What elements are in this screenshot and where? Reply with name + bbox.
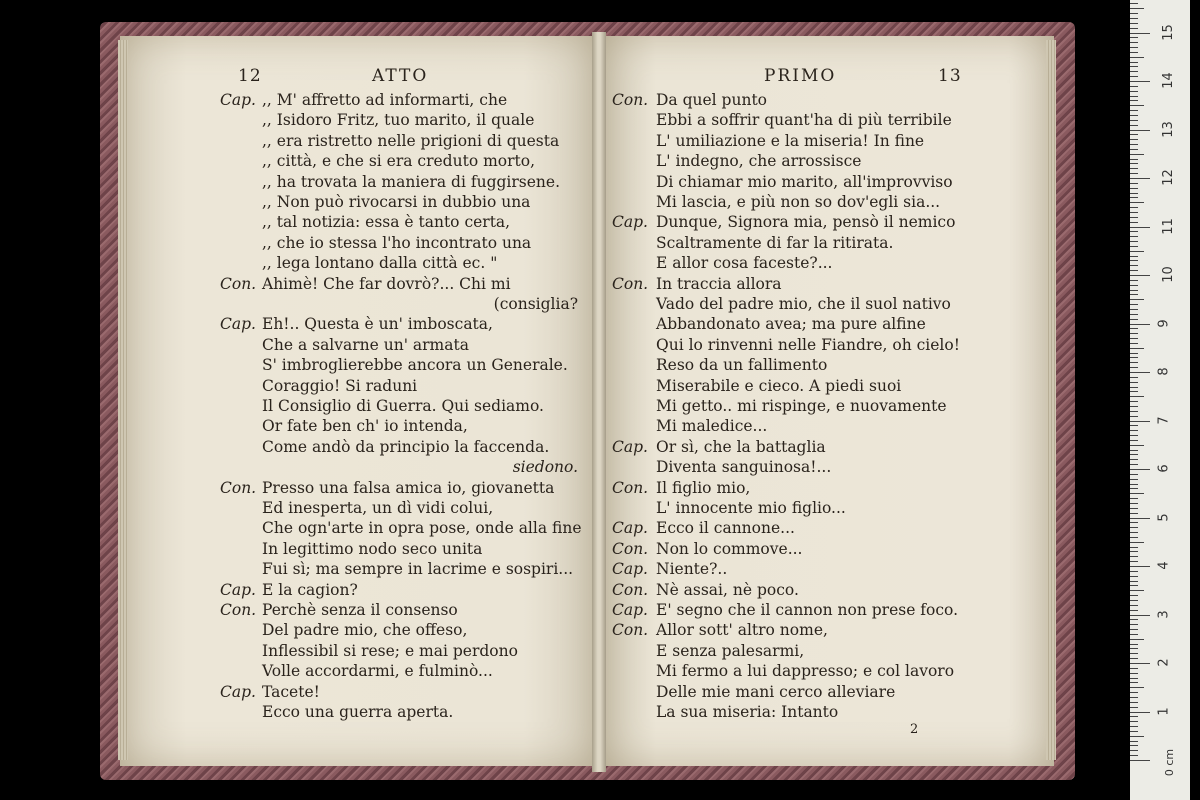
ruler-tick bbox=[1130, 411, 1138, 412]
ruler-tick bbox=[1130, 421, 1150, 422]
book-gutter bbox=[592, 32, 606, 772]
ruler-tick bbox=[1130, 159, 1138, 160]
text-line: ,, lega lontano dalla città ec. " bbox=[262, 254, 498, 273]
text-line: S' imbroglierebbe ancora un Generale. bbox=[262, 356, 568, 375]
ruler-tick bbox=[1130, 387, 1138, 388]
ruler-tick bbox=[1130, 120, 1138, 121]
ruler-tick bbox=[1130, 275, 1150, 276]
ruler-tick bbox=[1130, 425, 1138, 426]
text-line: L' umiliazione e la miseria! In fine bbox=[656, 131, 925, 150]
ruler-tick bbox=[1130, 183, 1138, 184]
text-line: Diventa sanguinosa!... bbox=[656, 458, 832, 477]
text-line: ,, Non può rivocarsi in dubbio una bbox=[262, 193, 531, 211]
text-line: ,, Isidoro Fritz, tuo marito, il quale bbox=[262, 111, 535, 130]
ruler-tick bbox=[1130, 721, 1138, 722]
ruler-tick bbox=[1130, 416, 1138, 417]
ruler-tick bbox=[1130, 440, 1138, 441]
text-line: Allor sott' altro nome, bbox=[656, 621, 828, 640]
text-line: Ecco il cannone... bbox=[656, 519, 795, 538]
ruler-tick bbox=[1130, 222, 1138, 223]
ruler-tick bbox=[1130, 644, 1138, 645]
ruler-tick bbox=[1130, 367, 1138, 368]
measuring-ruler bbox=[1130, 0, 1190, 800]
ruler-tick bbox=[1130, 66, 1138, 67]
ruler-tick bbox=[1130, 372, 1150, 373]
text-line: L' innocente mio figlio... bbox=[656, 499, 846, 517]
text-line: siedono. bbox=[512, 458, 578, 477]
ruler-tick bbox=[1130, 115, 1138, 116]
text-line: Del padre mio, che offeso, bbox=[262, 621, 468, 640]
ruler-tick bbox=[1130, 154, 1144, 155]
ruler-tick bbox=[1130, 42, 1138, 43]
ruler-tick bbox=[1130, 702, 1138, 703]
ruler-tick bbox=[1130, 8, 1144, 9]
ruler-tick bbox=[1130, 600, 1138, 601]
ruler-tick bbox=[1130, 503, 1138, 504]
ruler-tick bbox=[1130, 435, 1138, 436]
ruler-tick bbox=[1130, 212, 1138, 213]
ruler-tick bbox=[1130, 658, 1138, 659]
ruler-tick bbox=[1130, 299, 1144, 300]
ruler-tick bbox=[1130, 673, 1138, 674]
ruler-tick bbox=[1130, 134, 1138, 135]
ruler-tick bbox=[1130, 653, 1138, 654]
ruler-tick bbox=[1130, 750, 1138, 751]
ruler-tick bbox=[1130, 450, 1138, 451]
ruler-number: 6 bbox=[1156, 464, 1172, 473]
text-line: Inflessibil si rese; e mai perdono bbox=[262, 641, 518, 660]
ruler-tick bbox=[1130, 139, 1138, 140]
ruler-number: 3 bbox=[1156, 609, 1172, 619]
ruler-tick bbox=[1130, 251, 1144, 252]
ruler-tick bbox=[1130, 144, 1138, 145]
ruler-tick bbox=[1130, 280, 1138, 281]
ruler-number: 5 bbox=[1156, 512, 1172, 522]
ruler-unit-label: 0 cm bbox=[1163, 748, 1177, 777]
text-line: Che ogn'arte in opra pose, onde alla fine bbox=[262, 519, 582, 538]
ruler-tick bbox=[1130, 130, 1150, 131]
speaker-label: Con. bbox=[612, 580, 649, 599]
left-page-number: 12 bbox=[238, 66, 262, 86]
ruler-tick bbox=[1130, 28, 1138, 29]
ruler-tick bbox=[1130, 3, 1138, 4]
ruler-tick bbox=[1130, 168, 1138, 169]
ruler-tick bbox=[1130, 285, 1138, 286]
ruler-tick bbox=[1130, 401, 1138, 402]
ruler-tick bbox=[1130, 726, 1138, 727]
ruler-number: 7 bbox=[1156, 415, 1172, 425]
ruler-tick bbox=[1130, 23, 1138, 24]
text-line: Di chiamar mio marito, all'improvviso bbox=[656, 172, 953, 191]
text-line: Miserabile e cieco. A piedi suoi bbox=[656, 376, 902, 395]
text-line: Ebbi a soffrir quant'ha di più terribile bbox=[656, 111, 952, 130]
ruler-tick bbox=[1130, 547, 1138, 548]
ruler-tick bbox=[1130, 590, 1144, 591]
ruler-number: 13 bbox=[1160, 120, 1176, 138]
right-page-edges bbox=[1046, 40, 1056, 760]
ruler-tick bbox=[1130, 52, 1138, 53]
ruler-tick bbox=[1130, 639, 1144, 640]
ruler-tick bbox=[1130, 319, 1138, 320]
ruler-tick bbox=[1130, 197, 1138, 198]
speaker-label: Cap. bbox=[220, 315, 256, 334]
ruler-tick bbox=[1130, 682, 1138, 683]
text-line: Delle mie mani cerco alleviare bbox=[656, 682, 896, 701]
ruler-tick bbox=[1130, 265, 1138, 266]
ruler-tick bbox=[1130, 33, 1150, 34]
text-line: Coraggio! Si raduni bbox=[262, 376, 418, 395]
ruler-tick bbox=[1130, 353, 1138, 354]
ruler-tick bbox=[1130, 581, 1138, 582]
speaker-label: Con. bbox=[612, 539, 649, 558]
ruler-tick bbox=[1130, 585, 1138, 586]
ruler-tick bbox=[1130, 513, 1138, 514]
ruler-number: 9 bbox=[1156, 318, 1172, 328]
right-page-number: 13 bbox=[938, 66, 962, 86]
text-line: La sua miseria: Intanto bbox=[656, 703, 839, 721]
ruler-tick bbox=[1130, 47, 1138, 48]
ruler-tick bbox=[1130, 430, 1138, 431]
ruler-tick bbox=[1130, 309, 1138, 310]
text-line: ,, città, e che si era creduto morto, bbox=[262, 152, 536, 171]
ruler-tick bbox=[1130, 290, 1138, 291]
text-line: Scaltramente di far la ritirata. bbox=[656, 233, 894, 252]
text-line: L' indegno, che arrossisce bbox=[656, 152, 862, 171]
ruler-tick bbox=[1130, 324, 1150, 325]
ruler-tick bbox=[1130, 522, 1138, 523]
ruler-tick bbox=[1130, 736, 1144, 737]
text-line: ,, M' affretto ad informarti, che bbox=[262, 91, 508, 109]
ruler-tick bbox=[1130, 231, 1138, 232]
ruler-tick bbox=[1130, 663, 1150, 664]
ruler-tick bbox=[1130, 236, 1138, 237]
text-line: E senza palesarmi, bbox=[656, 641, 805, 660]
ruler-tick bbox=[1130, 260, 1138, 261]
ruler-tick bbox=[1130, 270, 1138, 271]
ruler-tick bbox=[1130, 464, 1138, 465]
ruler-tick bbox=[1130, 712, 1150, 713]
ruler-tick bbox=[1130, 13, 1138, 14]
text-line: ,, era ristretto nelle prigioni di questa bbox=[262, 131, 560, 150]
text-line: Mi getto.. mi rispinge, e nuovamente bbox=[656, 397, 947, 415]
ruler-tick bbox=[1130, 479, 1138, 480]
text-line: Ecco una guerra aperta. bbox=[262, 703, 454, 721]
text-line: Mi fermo a lui dappresso; e col lavoro bbox=[656, 662, 955, 681]
ruler-tick bbox=[1130, 484, 1138, 485]
ruler-number: 2 bbox=[1156, 658, 1172, 667]
ruler-tick bbox=[1130, 294, 1138, 295]
ruler-tick bbox=[1130, 18, 1138, 19]
ruler-tick bbox=[1130, 697, 1138, 698]
ruler-tick bbox=[1130, 445, 1144, 446]
ruler-tick bbox=[1130, 518, 1150, 519]
text-line: Ed inesperta, un dì vidi colui, bbox=[262, 499, 494, 517]
text-line: Tacete! bbox=[262, 682, 320, 701]
ruler-tick bbox=[1130, 328, 1138, 329]
speaker-label: Con. bbox=[220, 274, 257, 293]
ruler-tick bbox=[1130, 396, 1144, 397]
ruler-tick bbox=[1130, 246, 1138, 247]
ruler-tick bbox=[1130, 551, 1138, 552]
speaker-label: Con. bbox=[612, 621, 649, 640]
ruler-tick bbox=[1130, 333, 1138, 334]
ruler-tick bbox=[1130, 193, 1138, 194]
text-line: Il figlio mio, bbox=[656, 478, 751, 497]
ruler-tick bbox=[1130, 561, 1138, 562]
ruler-tick bbox=[1130, 188, 1138, 189]
ruler-tick bbox=[1130, 508, 1138, 509]
ruler-tick bbox=[1130, 648, 1138, 649]
ruler-tick bbox=[1130, 542, 1144, 543]
ruler-tick bbox=[1130, 81, 1150, 82]
ruler-number: 12 bbox=[1160, 169, 1176, 186]
ruler-tick bbox=[1130, 488, 1138, 489]
text-line: In legittimo nodo seco unita bbox=[262, 539, 483, 558]
text-line: Fui sì; ma sempre in lacrime e sospiri... bbox=[262, 560, 574, 579]
ruler-tick bbox=[1130, 687, 1144, 688]
text-line: Il Consiglio di Guerra. Qui sediamo. bbox=[262, 397, 544, 415]
ruler-tick bbox=[1130, 619, 1138, 620]
ruler-tick bbox=[1130, 454, 1138, 455]
ruler-tick bbox=[1130, 391, 1138, 392]
ruler-tick bbox=[1130, 105, 1144, 106]
ruler-tick bbox=[1130, 731, 1138, 732]
text-line: Dunque, Signora mia, pensò il nemico bbox=[656, 213, 956, 232]
ruler-tick bbox=[1130, 532, 1138, 533]
text-line: ,, ha trovata la maniera di fuggirsene. bbox=[262, 172, 560, 191]
ruler-tick bbox=[1130, 91, 1138, 92]
ruler-tick bbox=[1130, 692, 1138, 693]
ruler-tick bbox=[1130, 96, 1138, 97]
text-line: Come andò da principio la faccenda. bbox=[262, 437, 550, 456]
ruler-tick bbox=[1130, 125, 1138, 126]
ruler-tick bbox=[1130, 241, 1138, 242]
ruler-tick bbox=[1130, 207, 1138, 208]
ruler-tick bbox=[1130, 110, 1138, 111]
ruler-tick bbox=[1130, 406, 1138, 407]
text-line: Non lo commove... bbox=[656, 539, 803, 558]
text-line: Qui lo rinvenni nelle Fiandre, oh cielo! bbox=[656, 335, 960, 354]
ruler-tick bbox=[1130, 382, 1138, 383]
left-running-head: ATTO bbox=[372, 66, 429, 86]
ruler-tick bbox=[1130, 745, 1138, 746]
ruler-tick bbox=[1130, 163, 1138, 164]
text-line: ,, tal notizia: essa è tanto certa, bbox=[262, 213, 511, 232]
speaker-label: Cap. bbox=[220, 91, 256, 109]
left-page-edges bbox=[118, 40, 128, 760]
ruler-tick bbox=[1130, 202, 1144, 203]
ruler-tick bbox=[1130, 595, 1138, 596]
ruler-tick bbox=[1130, 566, 1150, 567]
ruler-tick bbox=[1130, 716, 1138, 717]
text-line: E' segno che il cannon non prese foco. bbox=[656, 601, 959, 619]
ruler-number: 15 bbox=[1160, 23, 1176, 41]
text-line: In traccia allora bbox=[656, 274, 782, 293]
ruler-tick bbox=[1130, 760, 1150, 761]
text-line: Or fate ben ch' io intenda, bbox=[262, 417, 468, 436]
speaker-label: Con. bbox=[220, 478, 257, 497]
speaker-label: Cap. bbox=[612, 437, 648, 456]
ruler-tick bbox=[1130, 100, 1138, 101]
text-line: Abbandonato avea; ma pure alfine bbox=[656, 315, 926, 334]
speaker-label: Cap. bbox=[612, 601, 648, 619]
ruler-tick bbox=[1130, 556, 1138, 557]
ruler-tick bbox=[1130, 634, 1138, 635]
text-line: Da quel punto bbox=[656, 91, 768, 109]
speaker-label: Cap. bbox=[612, 213, 648, 232]
ruler-tick bbox=[1130, 62, 1138, 63]
ruler-tick bbox=[1130, 610, 1138, 611]
ruler-tick bbox=[1130, 71, 1138, 72]
ruler-tick bbox=[1130, 348, 1144, 349]
right-running-head: PRIMO bbox=[764, 66, 837, 86]
speaker-label: Con. bbox=[612, 478, 649, 497]
text-line: Reso da un fallimento bbox=[656, 356, 828, 375]
ruler-tick bbox=[1130, 57, 1144, 58]
ruler-tick bbox=[1130, 615, 1150, 616]
ruler-tick bbox=[1130, 362, 1138, 363]
text-line: E la cagion? bbox=[262, 580, 358, 599]
speaker-label: Cap. bbox=[220, 682, 256, 701]
ruler-number: 4 bbox=[1156, 561, 1172, 570]
ruler-number: 11 bbox=[1160, 217, 1176, 235]
ruler-tick bbox=[1130, 256, 1138, 257]
speaker-label: Con. bbox=[612, 274, 649, 293]
ruler-tick bbox=[1130, 343, 1138, 344]
ruler-number: 14 bbox=[1160, 72, 1176, 89]
ruler-tick bbox=[1130, 605, 1138, 606]
ruler-number: 10 bbox=[1160, 266, 1176, 283]
text-line: Perchè senza il consenso bbox=[262, 601, 458, 619]
speaker-label: Con. bbox=[612, 91, 649, 109]
ruler-tick bbox=[1130, 173, 1138, 174]
ruler-tick bbox=[1130, 668, 1138, 669]
ruler-tick bbox=[1130, 304, 1138, 305]
text-line: Mi lascia, e più non so dov'egli sia... bbox=[656, 193, 941, 211]
ruler-tick bbox=[1130, 741, 1138, 742]
ruler-tick bbox=[1130, 755, 1138, 756]
text-line: Nè assai, nè poco. bbox=[656, 580, 799, 599]
ruler-tick bbox=[1130, 537, 1138, 538]
ruler-tick bbox=[1130, 498, 1138, 499]
speaker-label: Con. bbox=[220, 601, 257, 619]
ruler-tick bbox=[1130, 86, 1138, 87]
text-line: (consiglia? bbox=[493, 295, 578, 313]
text-line: Mi maledice... bbox=[656, 417, 768, 436]
text-line: Or sì, che la battaglia bbox=[656, 437, 826, 456]
text-line: Presso una falsa amica io, giovanetta bbox=[262, 478, 555, 497]
ruler-tick bbox=[1130, 217, 1138, 218]
ruler-tick bbox=[1130, 314, 1138, 315]
speaker-label: Cap. bbox=[612, 519, 648, 538]
ruler-tick bbox=[1130, 629, 1138, 630]
text-line: E allor cosa faceste?... bbox=[656, 254, 833, 273]
text-line: Ahimè! Che far dovrò?... Chi mi bbox=[262, 274, 511, 293]
ruler-tick bbox=[1130, 149, 1138, 150]
ruler-tick bbox=[1130, 493, 1144, 494]
ruler-tick bbox=[1130, 459, 1138, 460]
ruler-tick bbox=[1130, 527, 1138, 528]
ruler-tick bbox=[1130, 474, 1138, 475]
ruler-tick bbox=[1130, 678, 1138, 679]
ruler-tick bbox=[1130, 357, 1138, 358]
text-line: Volle accordarmi, e fulminò... bbox=[262, 662, 493, 681]
ruler-tick bbox=[1130, 338, 1138, 339]
ruler-tick bbox=[1130, 37, 1138, 38]
ruler-tick bbox=[1130, 178, 1150, 179]
ruler-tick bbox=[1130, 469, 1150, 470]
ruler-tick bbox=[1130, 624, 1138, 625]
text-line: ,, che io stessa l'ho incontrato una bbox=[262, 233, 532, 252]
text-line: Niente?.. bbox=[656, 560, 728, 579]
ruler-number: 1 bbox=[1156, 706, 1172, 716]
ruler-tick bbox=[1130, 377, 1138, 378]
speaker-label: Cap. bbox=[612, 560, 648, 579]
ruler-tick bbox=[1130, 707, 1138, 708]
ruler-tick bbox=[1130, 227, 1150, 228]
text-line: Che a salvarne un' armata bbox=[262, 335, 469, 354]
ruler-tick bbox=[1130, 576, 1138, 577]
text-line: Vado del padre mio, che il suol nativo bbox=[656, 295, 951, 313]
text-line: Eh!.. Questa è un' imboscata, bbox=[262, 315, 493, 334]
speaker-label: Cap. bbox=[220, 580, 256, 599]
ruler-tick bbox=[1130, 76, 1138, 77]
ruler-tick bbox=[1130, 571, 1138, 572]
ruler-number: 8 bbox=[1156, 367, 1172, 376]
signature-mark: 2 bbox=[910, 722, 920, 737]
